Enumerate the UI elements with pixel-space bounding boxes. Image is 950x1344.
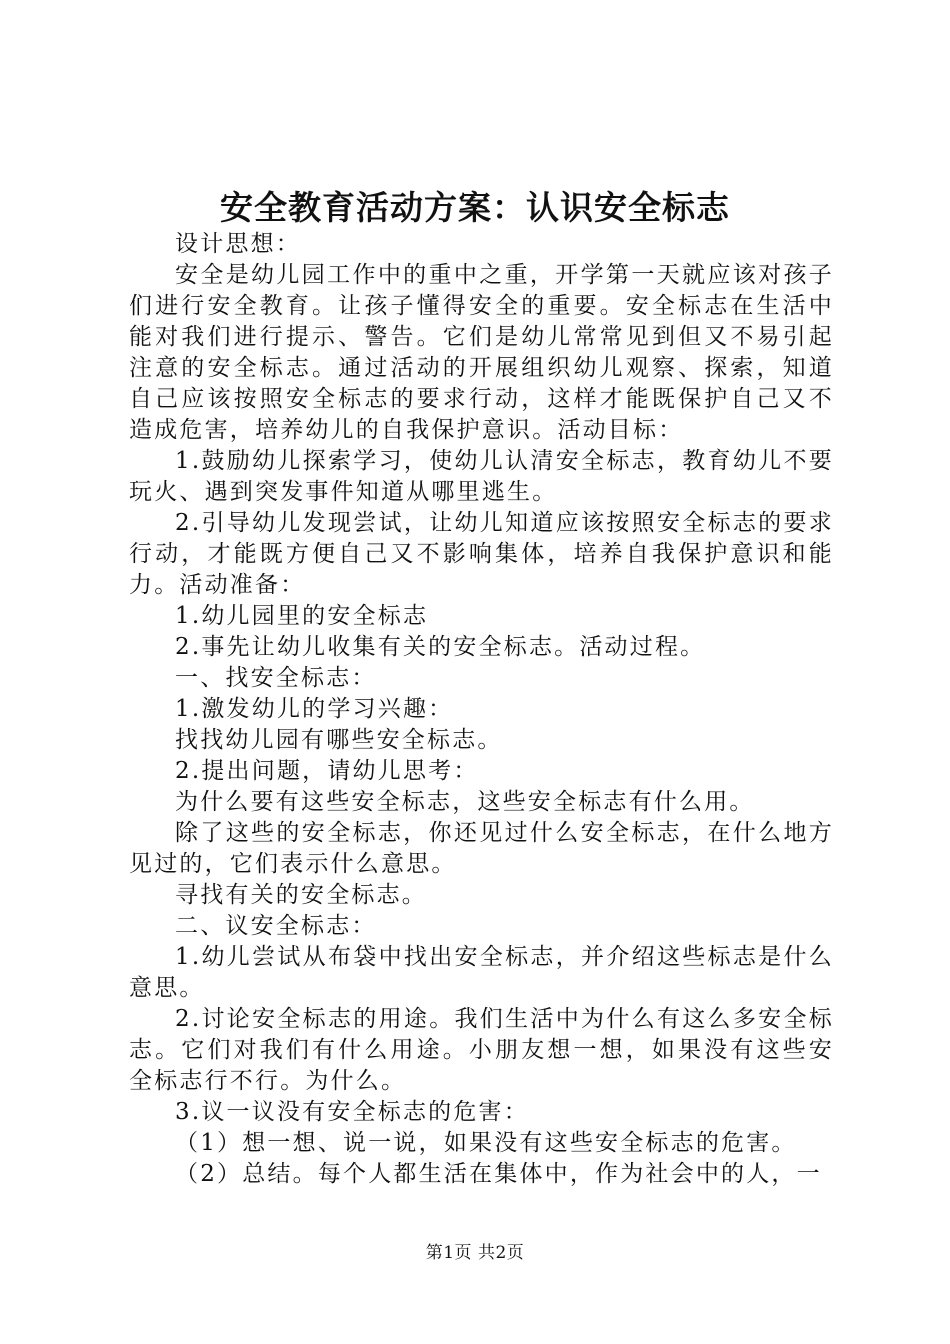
- paragraph: 寻找有关的安全标志。: [175, 882, 427, 908]
- document-body: [129, 229, 834, 1190]
- paragraph: 2.引导幼儿发现尝试，让幼儿知道应该按照安全标志的要求行动，才能既方便自己又不影响集体，培养自我保护意识和能力。活动准备：: [129, 510, 834, 598]
- paragraph: 设计思想：: [175, 231, 301, 257]
- paragraph: 2.讨论安全标志的用途。我们生活中为什么有这么多安全标志。它们对我们有什么用途。小朋友想一想，如果没有这些安全标志行不行。为什么。: [129, 1006, 834, 1094]
- paragraph: 安全是幼儿园工作中的重中之重，开学第一天就应该对孩子们进行安全教育。让孩子懂得安全的重要。安全标志在生活中能对我们进行提示、警告。它们是幼儿常常见到但又不易引起注意的安全标志。通过活动的开展组织幼儿观察、探索，知道自己应该按照安全标志的要求行动，这样才能既保护自己又不造成危害，培养幼儿的自我保护意识。活动目标：: [129, 262, 834, 443]
- document-title: 安全教育活动方案：认识安全标志: [220, 188, 730, 227]
- page-number-footer: 第1页 共2页: [425, 1243, 525, 1263]
- paragraph: 一、找安全标志：: [175, 665, 377, 691]
- paragraph: 2.事先让幼儿收集有关的安全标志。活动过程。: [175, 634, 706, 660]
- paragraph: 3.议一议没有安全标志的危害：: [175, 1099, 529, 1125]
- paragraph: 除了这些的安全标志，你还见过什么安全标志，在什么地方见过的，它们表示什么意思。: [129, 820, 834, 877]
- paragraph: 1.幼儿尝试从布袋中找出安全标志，并介绍这些标志是什么意思。: [129, 944, 834, 1001]
- paragraph: 二、议安全标志：: [175, 913, 377, 939]
- paragraph: 找找幼儿园有哪些安全标志。: [175, 727, 503, 753]
- paragraph: 1.鼓励幼儿探索学习，使幼儿认清安全标志，教育幼儿不要玩火、遇到突发事件知道从哪里逃生。: [129, 448, 834, 505]
- paragraph: 1.幼儿园里的安全标志: [175, 603, 429, 629]
- paragraph: 为什么要有这些安全标志，这些安全标志有什么用。: [175, 789, 755, 815]
- paragraph: 1.激发幼儿的学习兴趣：: [175, 696, 454, 722]
- paragraph: 2.提出问题，请幼儿思考：: [175, 758, 479, 784]
- paragraph: （1）想一想、说一说，如果没有这些安全标志的危害。: [175, 1130, 797, 1156]
- paragraph: （2）总结。每个人都生活在集体中，作为社会中的人，一: [175, 1161, 822, 1187]
